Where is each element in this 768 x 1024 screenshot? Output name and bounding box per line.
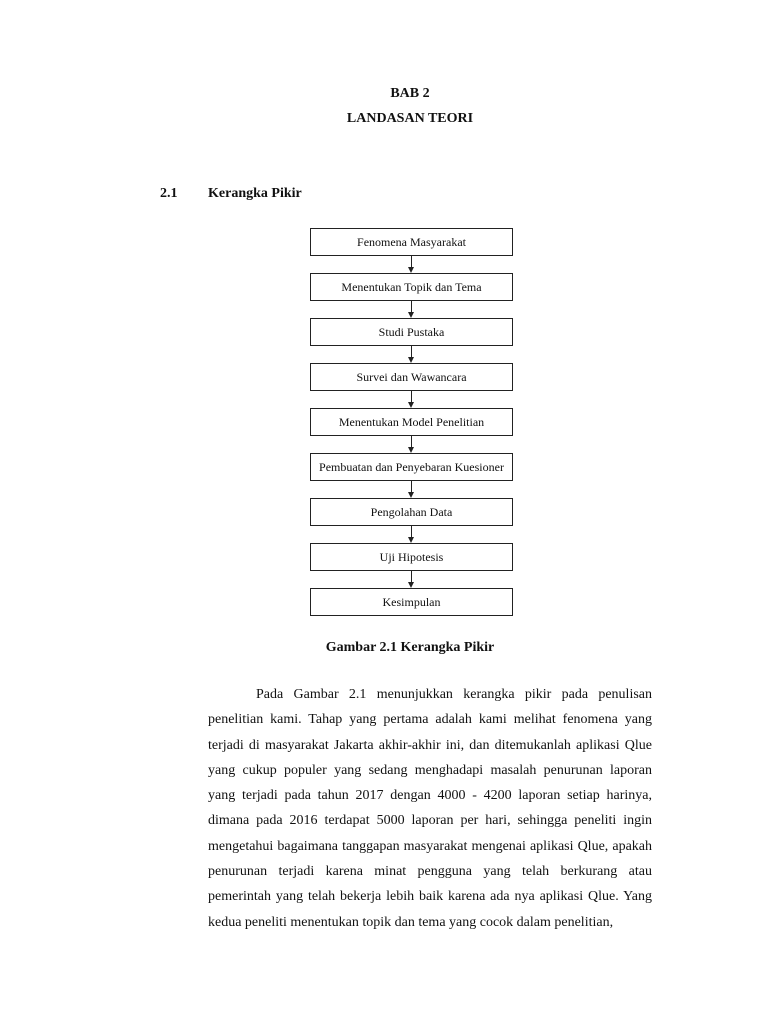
flow-step-survei-wawancara bbox=[310, 363, 513, 391]
arrow-down-icon bbox=[411, 256, 412, 267]
flow-step-label: Pembuatan dan Penyebaran Kuesioner bbox=[319, 460, 504, 474]
flow-step-studi-pustaka bbox=[310, 318, 513, 346]
flow-step-label: Survei dan Wawancara bbox=[356, 370, 467, 384]
flow-step-label: Kesimpulan bbox=[382, 595, 441, 609]
arrow-down-icon bbox=[411, 391, 412, 402]
arrow-down-icon bbox=[411, 301, 412, 312]
body-paragraph: Pada Gambar 2.1 menunjukkan kerangka pikir pada penulisan penelitian kami. Tahap yang pertama adalah kami melihat fenomena yang terjadi di masyarakat Jakarta akhir-akhir ini, dan ditemukanlah aplikasi Qlue yang cukup populer yang sedang menghadapi masalah penurunan laporan yang terjadi pada tahun 2017 dengan 4000 - 4200 laporan setiap harinya, dimana pada 2016 terdapat 5000 laporan per hari, sehingga peneliti ingin mengetahui bagaimana tanggapan masyarakat mengenai aplikasi Qlue, apakah penurunan terjadi karena minat pengguna yang telah berkurang atau pemerintah yang telah bekerja lebih baik karena ada nya aplikasi Qlue. Yang kedua peneliti menentukan topik dan tema yang cocok dalam penelitian, bbox=[208, 687, 652, 930]
section-title: Kerangka Pikir bbox=[208, 186, 302, 201]
arrow-down-icon bbox=[411, 346, 412, 357]
flow-step-fenomena-masyarakat bbox=[310, 228, 513, 256]
section-number: 2.1 bbox=[160, 186, 178, 201]
flow-step-menentukan-topik bbox=[310, 273, 513, 301]
flow-step-label: Uji Hipotesis bbox=[379, 550, 444, 564]
flow-step-label: Fenomena Masyarakat bbox=[357, 235, 466, 249]
flow-step-kesimpulan bbox=[310, 588, 513, 616]
flow-step-label: Menentukan Model Penelitian bbox=[338, 415, 485, 429]
section-heading bbox=[160, 186, 302, 202]
flow-step-uji-hipotesis bbox=[310, 543, 513, 571]
arrow-down-icon bbox=[411, 436, 412, 447]
flow-step-model-penelitian bbox=[310, 408, 513, 436]
chapter-title: LANDASAN TEORI bbox=[346, 111, 474, 126]
flow-step-pengolahan-data bbox=[310, 498, 513, 526]
figure-caption: Gambar 2.1 Kerangka Pikir bbox=[325, 640, 495, 655]
flowchart-diagram bbox=[310, 228, 513, 616]
arrow-down-icon bbox=[411, 571, 412, 582]
flow-step-kuesioner bbox=[310, 453, 513, 481]
chapter-number: BAB 2 bbox=[390, 86, 430, 101]
arrow-down-icon bbox=[411, 481, 412, 492]
flow-step-label: Pengolahan Data bbox=[370, 505, 453, 519]
flow-step-label: Menentukan Topik dan Tema bbox=[341, 280, 482, 294]
arrow-down-icon bbox=[411, 526, 412, 537]
flow-step-label: Studi Pustaka bbox=[378, 325, 445, 339]
